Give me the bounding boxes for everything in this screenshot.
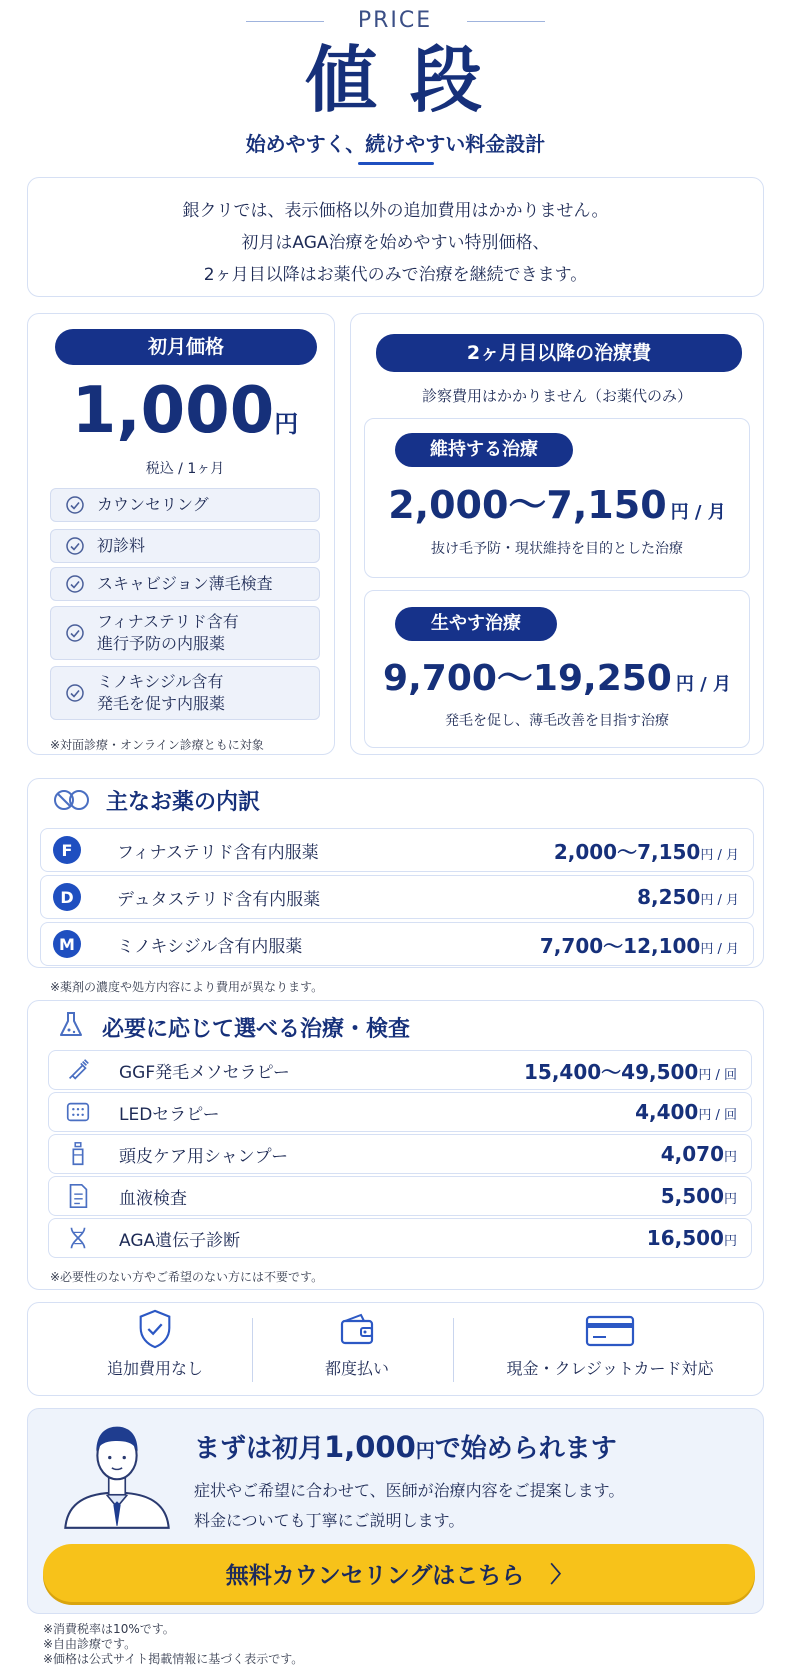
option-row-ggf xyxy=(48,1050,752,1090)
check-circle-icon xyxy=(65,683,85,703)
intro-card xyxy=(27,177,764,297)
page-subtitle: 始めやすく、続けやすい料金設計 xyxy=(245,132,546,156)
option-price-value: 16,500 xyxy=(646,1226,724,1250)
eyebrow-rule-right xyxy=(467,21,545,22)
medicine-price xyxy=(637,885,739,909)
plan-price-unit: 円 / 月 xyxy=(670,502,726,523)
option-price-value: 15,400〜49,500 xyxy=(523,1059,699,1084)
option-price xyxy=(647,1226,737,1250)
footer-note: ※消費税率は10%です。 xyxy=(43,1622,175,1636)
included-item-label: ミノキシジル含有 xyxy=(97,672,224,691)
cta-headline-price: 1,000 xyxy=(324,1430,416,1464)
feature-payment-methods xyxy=(460,1308,760,1392)
option-price xyxy=(661,1142,737,1166)
first-month-footnote: ※対面診療・オンライン診療ともに対象 xyxy=(50,738,264,752)
option-name: LEDセラピー xyxy=(119,1104,220,1125)
medicine-name: デュタステリド含有内服薬 xyxy=(117,889,321,910)
shield-check-icon xyxy=(135,1308,175,1350)
option-name: GGF発毛メソセラピー xyxy=(119,1062,290,1083)
cta-body-1: 症状やご希望に合わせて、医師が治療内容をご提案します。 xyxy=(194,1481,625,1500)
feature-label: 現金・クレジットカード対応 xyxy=(506,1359,714,1378)
page-title: 値 段 xyxy=(304,38,487,122)
plan-price-grow xyxy=(364,650,750,701)
plan-price-maintain xyxy=(364,474,750,529)
medicine-badge: M xyxy=(53,930,81,958)
option-price xyxy=(635,1100,737,1124)
plan-desc-maintain: 抜け毛予防・現状維持を目的とした治療 xyxy=(431,541,683,557)
syringe-icon xyxy=(63,1055,93,1085)
led-panel-icon xyxy=(63,1097,93,1127)
included-item-minoxidil xyxy=(50,666,320,720)
first-month-price-value: 1,000 xyxy=(71,374,275,448)
medicine-price-unit: 円 / 月 xyxy=(700,941,739,957)
feature-pay-as-you-go xyxy=(262,1308,452,1392)
capsules-icon xyxy=(52,785,92,815)
option-price-unit: 円 xyxy=(723,1234,737,1249)
chevron-right-icon: 〉 xyxy=(550,1562,573,1588)
feature-label: 都度払い xyxy=(324,1359,389,1378)
option-row-led xyxy=(48,1092,752,1132)
first-month-price-unit: 円 xyxy=(274,410,299,438)
check-circle-icon xyxy=(65,623,85,643)
cta-headline-unit: 円 xyxy=(415,1440,435,1462)
included-item-label: 初診料 xyxy=(97,536,146,555)
footer-note: ※価格は公式サイト掲載情報に基づく表示です。 xyxy=(43,1652,304,1666)
cta-headline xyxy=(194,1428,754,1465)
plan-label-maintain: 維持する治療 xyxy=(395,433,573,467)
intro-line-3: 2ヶ月目以降はお薬代のみで治療を継続できます。 xyxy=(203,265,588,285)
included-item-label: カウンセリング xyxy=(97,495,209,514)
free-counseling-button[interactable] xyxy=(43,1544,755,1602)
medicine-row-finasteride xyxy=(40,828,754,872)
medicine-price-value: 7,700〜12,100 xyxy=(539,933,701,958)
flask-icon xyxy=(56,1010,86,1040)
medicine-name: フィナステリド含有内服薬 xyxy=(117,842,319,863)
medicines-note: ※薬剤の濃度や処方内容により費用が異なります。 xyxy=(50,980,324,994)
option-row-blood-test xyxy=(48,1176,752,1216)
options-title: 必要に応じて選べる治療・検査 xyxy=(102,1017,411,1042)
included-item-scan-vision xyxy=(50,567,320,601)
first-month-label: 初月価格 xyxy=(55,329,317,365)
feature-label: 追加費用なし xyxy=(106,1359,203,1378)
dna-icon xyxy=(63,1223,93,1253)
medicine-price xyxy=(540,930,739,959)
included-item-finasteride xyxy=(50,606,320,660)
check-circle-icon xyxy=(65,536,85,556)
medicine-badge: D xyxy=(53,883,81,911)
wallet-icon xyxy=(337,1308,377,1350)
feature-divider xyxy=(252,1318,253,1382)
option-price xyxy=(661,1184,737,1208)
included-item-first-exam xyxy=(50,529,320,563)
option-price-value: 4,400 xyxy=(635,1100,699,1124)
document-icon xyxy=(63,1181,93,1211)
option-price-unit: 円 xyxy=(723,1150,737,1165)
check-circle-icon xyxy=(65,495,85,515)
second-month-subnote: 診察費用はかかりません（お薬代のみ） xyxy=(421,387,692,405)
included-item-label: フィナステリド含有 xyxy=(97,612,239,631)
medicines-title: 主なお薬の内訳 xyxy=(106,790,261,815)
first-month-tax-note: 税込 / 1ヶ月 xyxy=(145,461,225,477)
credit-card-icon xyxy=(584,1308,636,1350)
intro-line-1: 銀クリでは、表示価格以外の追加費用はかかりません。 xyxy=(182,201,609,221)
shampoo-bottle-icon xyxy=(63,1139,93,1169)
option-name: 頭皮ケア用シャンプー xyxy=(119,1146,289,1167)
eyebrow: PRICE xyxy=(357,8,433,33)
plan-label-grow: 生やす治療 xyxy=(395,607,557,641)
medicine-price-value: 8,250 xyxy=(637,885,701,909)
second-month-label: 2ヶ月目以降の治療費 xyxy=(376,334,742,372)
included-item-counseling xyxy=(50,488,320,522)
plan-price-unit: 円 / 月 xyxy=(675,674,731,695)
medicine-price-value: 2,000〜7,150 xyxy=(553,839,701,864)
medicine-row-dutasteride xyxy=(40,875,754,919)
feature-no-extra-fee xyxy=(55,1308,255,1392)
medicine-name: ミノキシジル含有内服薬 xyxy=(117,936,303,957)
plan-price-value: 2,000〜7,150 xyxy=(388,483,667,527)
intro-line-2: 初月はAGA治療を始めやすい特別価格、 xyxy=(241,233,550,253)
free-counseling-button-label: 無料カウンセリングはこちら xyxy=(225,1562,525,1589)
plan-price-value: 9,700〜19,250 xyxy=(383,658,672,699)
option-row-shampoo xyxy=(48,1134,752,1174)
option-name: 血液検査 xyxy=(119,1188,187,1209)
doctor-illustration xyxy=(55,1410,179,1532)
medicine-badge: F xyxy=(53,836,81,864)
option-price-unit: 円 / 回 xyxy=(698,1108,737,1123)
included-item-sublabel: 発毛を促す内服薬 xyxy=(97,694,226,713)
option-row-gene-test xyxy=(48,1218,752,1258)
option-price-value: 4,070 xyxy=(660,1142,724,1166)
subtitle-underline xyxy=(358,162,434,165)
option-price xyxy=(524,1056,737,1085)
option-price-unit: 円 xyxy=(723,1192,737,1207)
feature-divider xyxy=(453,1318,454,1382)
cta-headline-pre: まずは初月 xyxy=(194,1434,325,1464)
option-name: AGA遺伝子診断 xyxy=(119,1230,241,1251)
medicine-price-unit: 円 / 月 xyxy=(700,893,739,908)
eyebrow-rule-left xyxy=(246,21,324,22)
medicine-price xyxy=(554,836,739,865)
check-circle-icon xyxy=(65,574,85,594)
footer-note: ※自由診療です。 xyxy=(43,1637,137,1651)
included-item-sublabel: 進行予防の内服薬 xyxy=(97,634,226,653)
medicine-price-unit: 円 / 月 xyxy=(700,847,739,863)
option-price-value: 5,500 xyxy=(660,1184,724,1208)
cta-body-2: 料金についても丁寧にご説明します。 xyxy=(194,1511,465,1530)
first-month-price xyxy=(40,372,330,450)
options-note: ※必要性のない方やご希望のない方には不要です。 xyxy=(50,1270,324,1284)
cta-headline-post: で始められます xyxy=(434,1434,617,1464)
medicine-row-minoxidil xyxy=(40,922,754,966)
included-item-label: スキャビジョン薄毛検査 xyxy=(97,574,273,593)
option-price-unit: 円 / 回 xyxy=(698,1067,737,1083)
plan-desc-grow: 発毛を促し、薄毛改善を目指す治療 xyxy=(445,713,669,729)
